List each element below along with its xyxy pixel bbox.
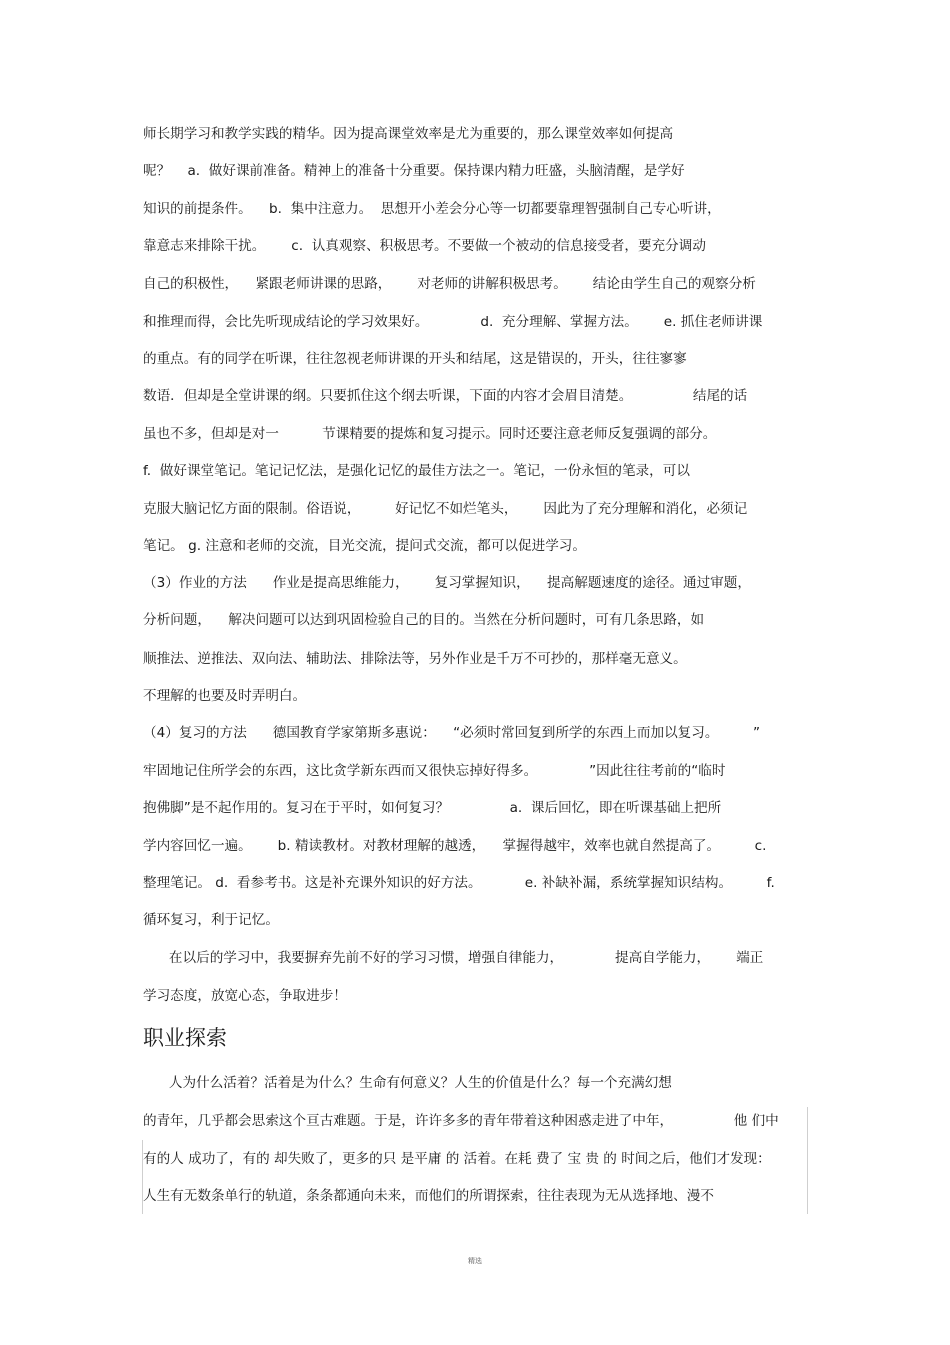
page-footer: 精选	[468, 1257, 482, 1265]
section-line: 人生有无数条单行的轨道，条条都通向未来，而他们的所谓探索，往往表现为无从选择地、漫不	[143, 1188, 714, 1204]
section-line: 人为什么活着？活着是为什么？生命有何意义？人生的价值是什么？每一个充满幻想	[143, 1075, 672, 1091]
paragraph-line: 分析问题， 解决问题可以达到巩固检验自己的目的。当然在分析问题时，可有几条思路，如	[143, 612, 705, 628]
paragraph-line: 知识的前提条件。 b. 集中注意力。 思想开小差会分心等一切都要靠理智强制自己专心听讲，	[143, 201, 721, 217]
paragraph-line: 数语．但却是全堂讲课的纲。只要抓住这个纲去听课，下面的内容才会眉目清楚。 结尾的话	[143, 388, 748, 404]
text-box-left-border	[142, 1140, 143, 1214]
paragraph-line: 和推理而得，会比先听现成结论的学习效果好。 d. 充分理解、掌握方法。 e. 抓住老师讲课	[143, 314, 763, 330]
paragraph-line: 虽也不多，但却是对一 节课精要的提炼和复习提示。同时还要注意老师反复强调的部分。	[143, 426, 717, 442]
paragraph-line: 整理笔记。 d. 看参考书。这是补充课外知识的好方法。 e. 补缺补漏，系统掌握知识结构。 f.	[143, 875, 775, 891]
paragraph-line: 在以后的学习中，我要摒弃先前不好的学习习惯，增强自律能力， 提高自学能力， 端正	[143, 950, 764, 966]
paragraph-line: 呢？ a. 做好课前准备。精神上的准备十分重要。保持课内精力旺盛，头脑清醒，是学好	[143, 163, 685, 179]
paragraph-line: 顺推法、逆推法、双向法、辅助法、排除法等，另外作业是千万不可抄的，那样毫无意义。	[143, 651, 687, 667]
paragraph-line: 抱佛脚”是不起作用的。复习在于平时，如何复习？ a. 课后回忆，即在听课基础上把所	[143, 800, 722, 816]
paragraph-line: 笔记。 g. 注意和老师的交流，目光交流，提问式交流，都可以促进学习。	[143, 538, 586, 554]
paragraph-line: 学内容回忆一遍。 b. 精读教材。对教材理解的越透， 掌握得越牢，效率也就自然提高了。 c.	[143, 838, 767, 854]
text-box-right-border	[807, 1107, 808, 1214]
paragraph-line: 克服大脑记忆方面的限制。俗语说， 好记忆不如烂笔头， 因此为了充分理解和消化，必须记	[143, 501, 748, 517]
paragraph-line: 牢固地记住所学会的东西，这比贪学新东西而又很快忘掉好得多。 ”因此往往考前的“临时	[143, 763, 726, 779]
paragraph-line: 师长期学习和教学实践的精华。因为提高课堂效率是尤为重要的，那么课堂效率如何提高	[143, 126, 674, 142]
paragraph-line: （4）复习的方法 德国教育学家第斯多惠说： “必须时常回复到所学的东西上而加以复习。 ”	[143, 725, 761, 741]
paragraph-line: 学习态度，放宽心态，争取进步！	[143, 988, 347, 1004]
paragraph-line: 的重点。有的同学在听课，往往忽视老师讲课的开头和结尾，这是错误的，开头，往往寥寥	[143, 351, 687, 367]
paragraph-line: 不理解的也要及时弄明白。	[143, 688, 307, 704]
paragraph-line: 循环复习，利于记忆。	[143, 912, 279, 928]
section-line: 有的人 成功了，有的 却失败了，更多的只 是平庸 的 活着。在耗 费了 宝 贵 的 时间之后，他们才发现：	[143, 1151, 771, 1167]
paragraph-line: （3）作业的方法 作业是提高思维能力， 复习掌握知识， 提高解题速度的途径。通过审题，	[143, 575, 751, 591]
paragraph-line: f. 做好课堂笔记。笔记记忆法，是强化记忆的最佳方法之一。笔记，一份永恒的笔录，可以	[143, 463, 690, 479]
paragraph-line: 靠意志来排除干扰。 c. 认真观察、积极思考。不要做一个被动的信息接受者，要充分调动	[143, 238, 706, 254]
section-title: 职业探索	[143, 1026, 227, 1050]
section-line: 的青年，几乎都会思索这个亘古难题。于是，许许多多的青年带着这种困惑走进了中年， 他 们中	[143, 1113, 779, 1129]
paragraph-line: 自己的积极性， 紧跟老师讲课的思路， 对老师的讲解积极思考。 结论由学生自己的观察分析	[143, 276, 756, 292]
